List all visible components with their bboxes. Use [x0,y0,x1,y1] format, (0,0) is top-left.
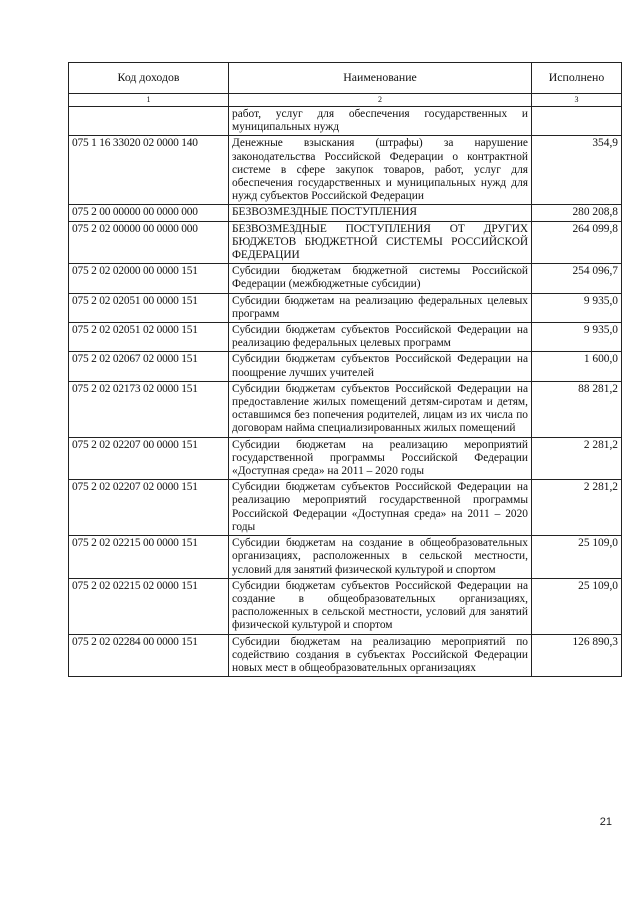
row-code: 075 2 02 02284 00 0000 151 [69,634,229,677]
row-name: Субсидии бюджетам на реализацию мероприятий государственной программы Российской Федерации «Доступная среда» на 2011 – 2020 годы [229,437,532,480]
row-code [69,107,229,136]
row-name: БЕЗВОЗМЕЗДНЫЕ ПОСТУПЛЕНИЯ ОТ ДРУГИХ БЮДЖЕТОВ БЮДЖЕТНОЙ СИСТЕМЫ РОССИЙСКОЙ ФЕДЕРАЦИИ [229,221,532,264]
table-row [69,323,622,352]
row-code: 075 2 02 00000 00 0000 000 [69,221,229,264]
row-name: Субсидии бюджетам на реализацию федеральных целевых программ [229,293,532,322]
row-name: Субсидии бюджетам субъектов Российской Федерации на реализацию мероприятий государственной программы Российской Федерации «Доступная среда» на 2011 – 2020 годы [229,480,532,536]
row-name: Субсидии бюджетам субъектов Российской Федерации на предоставление жилых помещений детям-сиротам и детям, оставшимся без попечения родителей, лицам из их числа по договорам найма специализированных жилых помещений [229,381,532,437]
row-code: 075 2 02 02173 02 0000 151 [69,381,229,437]
row-code: 075 2 02 02207 00 0000 151 [69,437,229,480]
row-name: Субсидии бюджетам на создание в общеобразовательных организациях, расположенных в сельской местности, условий для занятий физической культурой и спортом [229,536,532,579]
header-code: Код доходов [69,63,229,94]
table-row [69,221,622,264]
table-row [69,136,622,205]
row-sum: 126 890,3 [532,634,622,677]
row-name: БЕЗВОЗМЕЗДНЫЕ ПОСТУПЛЕНИЯ [229,205,532,221]
row-sum: 354,9 [532,136,622,205]
row-name: Субсидии бюджетам субъектов Российской Федерации на реализацию федеральных целевых программ [229,323,532,352]
table-header-row [69,63,622,94]
row-code: 075 2 02 02051 02 0000 151 [69,323,229,352]
column-number-3: 3 [532,94,622,107]
row-sum: 25 109,0 [532,536,622,579]
row-sum [532,107,622,136]
row-sum: 280 208,8 [532,205,622,221]
row-name: Субсидии бюджетам бюджетной системы Российской Федерации (межбюджетные субсидии) [229,264,532,293]
row-code: 075 2 00 00000 00 0000 000 [69,205,229,221]
row-name: Денежные взыскания (штрафы) за нарушение законодательства Российской Федерации о контрактной системе в сфере закупок товаров, работ, услуг для обеспечения государственных и муниципальных нужд для нужд субъектов Российской Федерации [229,136,532,205]
income-table [68,62,622,677]
column-number-row [69,94,622,107]
row-sum: 264 099,8 [532,221,622,264]
row-code: 075 2 02 02207 02 0000 151 [69,480,229,536]
row-name: Субсидии бюджетам субъектов Российской Федерации на поощрение лучших учителей [229,352,532,381]
document-sheet [68,62,621,677]
row-code: 075 2 02 02000 00 0000 151 [69,264,229,293]
table-row [69,205,622,221]
row-code: 075 2 02 02215 02 0000 151 [69,578,229,634]
table-row [69,293,622,322]
table-row [69,536,622,579]
row-code: 075 1 16 33020 02 0000 140 [69,136,229,205]
row-sum: 88 281,2 [532,381,622,437]
header-sum: Исполнено [532,63,622,94]
row-sum: 2 281,2 [532,437,622,480]
row-sum: 9 935,0 [532,293,622,322]
row-sum: 254 096,7 [532,264,622,293]
table-row [69,634,622,677]
table-row [69,107,622,136]
row-code: 075 2 02 02215 00 0000 151 [69,536,229,579]
page-number: 21 [599,816,612,828]
table-row [69,480,622,536]
table-row [69,437,622,480]
table-row [69,264,622,293]
row-code: 075 2 02 02051 00 0000 151 [69,293,229,322]
row-name: Субсидии бюджетам субъектов Российской Федерации на создание в общеобразовательных организациях, расположенных в сельской местности, условий для занятий физической культурой и спортом [229,578,532,634]
row-sum: 25 109,0 [532,578,622,634]
row-name: Субсидии бюджетам на реализацию мероприятий по содействию создания в субъектах Российской Федерации новых мест в общеобразовательных организациях [229,634,532,677]
table-row [69,578,622,634]
table-row [69,352,622,381]
row-sum: 1 600,0 [532,352,622,381]
header-name: Наименование [229,63,532,94]
table-row [69,381,622,437]
row-sum: 2 281,2 [532,480,622,536]
column-number-2: 2 [229,94,532,107]
row-sum: 9 935,0 [532,323,622,352]
row-name: работ, услуг для обеспечения государственных и муниципальных нужд [229,107,532,136]
row-code: 075 2 02 02067 02 0000 151 [69,352,229,381]
column-number-1: 1 [69,94,229,107]
